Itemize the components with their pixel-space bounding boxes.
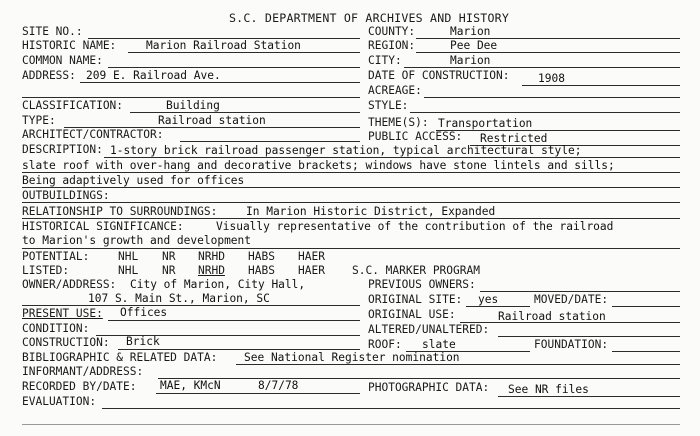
potential-label: POTENTIAL: [22,250,90,263]
classification-line [130,112,360,113]
listed-nr: NR [162,264,176,277]
moved-date-label: MOVED/DATE: [534,293,609,306]
acreage-line [424,97,680,98]
previous-owners-line [480,291,680,292]
historical-significance-label: HISTORICAL SIGNIFICANCE: [22,220,184,233]
description-label: DESCRIPTION: [22,143,103,156]
historic-name-value: Marion Railroad Station [146,39,301,52]
architect-line [180,141,360,142]
original-use-value: Railroad station [498,310,606,323]
construction-line [118,349,360,350]
recorded-by-value: MAE, KMcN [160,379,221,392]
county-value: Marion [450,25,491,38]
historic-name-line [128,52,360,53]
moved-date-line [612,306,680,307]
evaluation-line-2 [22,424,680,425]
style-line [410,112,680,113]
altered-unaltered-label: ALTERED/UNALTERED: [368,323,490,336]
outbuildings-line [22,202,680,203]
date-of-construction-line [522,85,680,86]
relationship-line [22,218,680,219]
listed-habs: HABS [248,264,275,277]
potential-haer: HAER [298,250,325,263]
date-of-construction-value: 1908 [538,72,565,85]
listed-label: LISTED: [22,264,70,277]
city-line [404,67,680,68]
style-label: STYLE: [368,99,409,112]
themes-label: THEME(S): [368,116,429,129]
description-line-2: slate roof with over-hang and decorative brackets; windows have stone lintels and sills; [22,159,615,172]
recorded-by-line [156,393,360,394]
significance-line-2: to Marion's growth and development [22,234,252,247]
classification-value: Building [166,99,220,112]
previous-owners-label: PREVIOUS OWNERS: [368,278,476,291]
description-line-1: 1-story brick railroad passenger station, typical architectural style; [110,144,582,157]
historic-name-label: HISTORIC NAME: [22,39,117,52]
evaluation-line [102,408,680,409]
original-use-label: ORIGINAL USE: [368,308,456,321]
potential-nhl: NHL [118,250,139,263]
form-title: S.C. DEPARTMENT OF ARCHIVES AND HISTORY [229,11,510,25]
roof-value: slate [422,338,456,351]
acreage-label: ACREAGE: [368,84,422,97]
public-access-value: Restricted [480,132,548,145]
present-use-label: PRESENT USE: [22,307,103,320]
original-site-line [466,306,530,307]
type-label: TYPE: [22,114,56,127]
section-divider-1 [22,97,360,98]
description-rule-3 [22,187,680,188]
type-value: Railroad station [158,114,266,127]
address-label: ADDRESS: [22,69,76,82]
significance-rule [22,248,680,249]
listed-haer: HAER [298,264,325,277]
recorded-by-label: RECORDED BY/DATE: [22,380,137,393]
foundation-label: FOUNDATION: [534,338,609,351]
foundation-line [612,351,680,352]
bibliographic-line [236,364,680,365]
condition-label: CONDITION: [22,322,90,335]
listed-nrhd-selected: NRHD [198,264,225,277]
site-no-label: SITE NO.: [22,25,83,38]
photographic-data-label: PHOTOGRAPHIC DATA: [368,381,490,394]
listed-nhl: NHL [118,264,139,277]
evaluation-label: EVALUATION: [22,395,97,408]
address-value: 209 E. Railroad Ave. [86,69,221,82]
potential-nr: NR [162,250,176,263]
description-rule-2 [22,172,680,173]
informant-line [158,378,680,379]
photographic-data-value: See NR files [508,383,589,396]
relationship-value: In Marion Historic District, Expanded [246,205,496,218]
architect-label: ARCHITECT/CONTRACTOR: [22,128,164,141]
common-name-line [108,67,360,68]
relationship-label: RELATIONSHIP TO SURROUNDINGS: [22,205,218,218]
owner-rule [22,305,360,306]
themes-line [436,130,680,131]
construction-label: CONSTRUCTION: [22,336,110,349]
marker-program-label: S.C. MARKER PROGRAM [352,264,480,277]
common-name-label: COMMON NAME: [22,54,103,67]
region-label: REGION: [368,39,416,52]
city-value: Marion [450,54,491,67]
original-site-label: ORIGINAL SITE: [368,293,463,306]
significance-line-1: Visually representative of the contribution of the railroad [216,220,614,233]
informant-label: INFORMANT/ADDRESS: [22,365,144,378]
address-line [80,82,360,83]
potential-habs: HABS [248,250,275,263]
altered-unaltered-line [498,336,680,337]
original-site-value: yes [478,293,499,306]
present-use-value: Offices [120,306,168,319]
county-label: COUNTY: [368,25,416,38]
owner-line-2: 107 S. Main St., Marion, SC [88,292,270,305]
city-label: CITY: [368,54,402,67]
themes-value: Transportation [438,117,533,130]
present-use-line [108,320,360,321]
description-rule-1 [104,157,680,158]
date-of-construction-label: DATE OF CONSTRUCTION: [368,69,510,82]
region-value: Pee Dee [450,39,498,52]
classification-label: CLASSIFICATION: [22,99,124,112]
owner-line-1: City of Marion, City Hall, [130,278,306,291]
photographic-data-line [498,396,680,397]
public-access-label: PUBLIC ACCESS: [368,130,463,143]
description-line-3: Being adaptively used for offices [22,174,245,187]
construction-value: Brick [126,335,160,348]
outbuildings-label: OUTBUILDINGS: [22,189,110,202]
roof-label: ROOF: [368,338,402,351]
potential-nrhd: NRHD [198,250,225,263]
bibliographic-label: BIBLIOGRAPHIC & RELATED DATA: [22,351,218,364]
owner-address-label: OWNER/ADDRESS: [22,278,117,291]
bibliographic-value: See National Register nomination [244,351,460,364]
region-line [416,52,680,53]
original-use-line [460,322,680,323]
recorded-date-value: 8/7/78 [258,379,299,392]
